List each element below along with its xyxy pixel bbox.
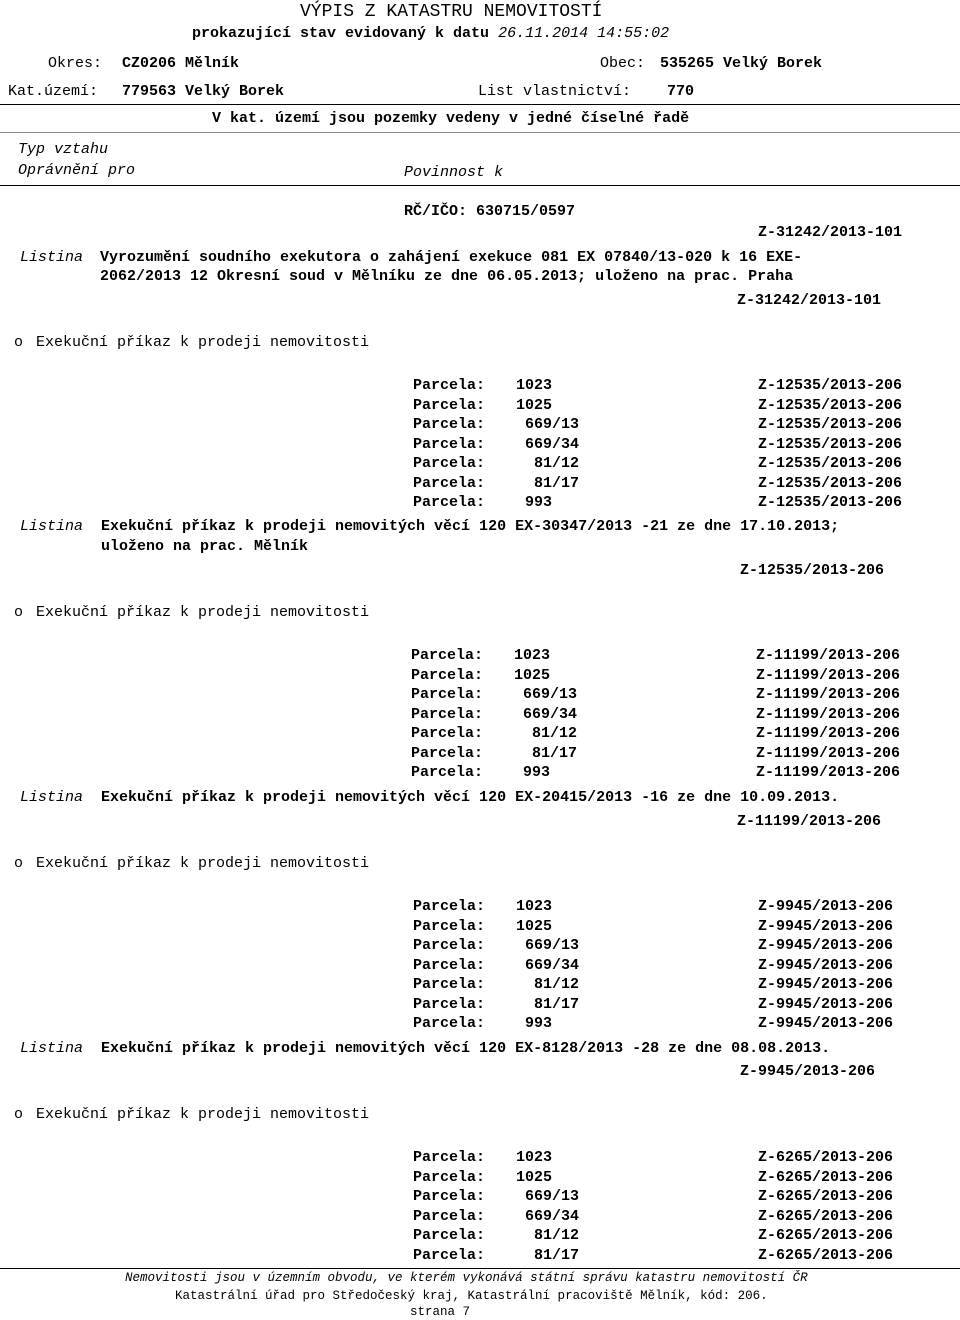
listina-label: Listina: [20, 1040, 84, 1057]
footer-line1: Nemovitosti jsou v územním obvodu, ve kterém vykonává státní správu katastru nemovitostí ČR: [125, 1271, 808, 1285]
listina-ref: Z-9945/2013-206: [740, 1063, 876, 1080]
parcel-label: Parcela:: [413, 474, 486, 492]
parcel-label: Parcela:: [411, 764, 484, 781]
section-heading: Exekuční příkaz k prodeji nemovitosti: [36, 604, 370, 621]
rc-ico: RČ/IČO: 630715/0597: [404, 203, 576, 220]
parcel-ref: Z-9945/2013-206: [758, 898, 894, 915]
parcel-ref: Z-11199/2013-206: [756, 764, 901, 781]
parcel-ref: Z-12535/2013-206: [758, 396, 903, 414]
parcel-ref: Z-9945/2013-206: [758, 937, 894, 954]
parcel-ref: Z-12535/2013-206: [758, 455, 903, 472]
prev-listina-line2: 2062/2013 12 Okresní soud v Mělníku ze dne 06.05.2013; uloženo na prac. Praha: [100, 268, 794, 285]
okres-label: Okres:: [48, 55, 103, 72]
parcel-label: Parcela:: [413, 1246, 486, 1264]
col-opravneni-pro: Oprávnění pro: [18, 162, 136, 179]
parcel-number: 1025: [516, 917, 553, 935]
parcel-number: 1023: [516, 377, 553, 394]
section-bullet: o: [14, 604, 24, 621]
parcel-label: Parcela:: [411, 686, 484, 703]
parcel-label: Parcela:: [413, 1188, 486, 1205]
obec-value: 535265 Velký Borek: [660, 55, 823, 72]
parcel-label: Parcela:: [413, 976, 486, 993]
parcel-number: 81/12: [516, 1227, 580, 1244]
parcel-label: Parcela:: [413, 956, 486, 974]
footer-rule: [0, 1268, 960, 1269]
parcel-label: Parcela:: [413, 917, 486, 935]
document-title: VÝPIS Z KATASTRU NEMOVITOSTÍ: [300, 2, 603, 22]
parcel-number: 669/13: [514, 686, 578, 703]
parcel-ref: Z-6265/2013-206: [758, 1227, 894, 1244]
okres-value: CZ0206 Mělník: [122, 55, 240, 72]
lv-value: 770: [667, 83, 695, 100]
parcel-number: 1025: [516, 396, 553, 414]
parcel-label: Parcela:: [413, 377, 486, 394]
parcel-number: 669/13: [516, 416, 580, 433]
parcel-number: 81/17: [514, 744, 578, 762]
parcel-number: 81/12: [516, 976, 580, 993]
parcel-ref: Z-11199/2013-206: [756, 705, 901, 723]
parcel-ref: Z-11199/2013-206: [756, 686, 901, 703]
parcel-number: 81/12: [516, 455, 580, 472]
parcel-number: 993: [516, 494, 553, 511]
parcel-label: Parcela:: [413, 396, 486, 414]
katuzemi-value: 779563 Velký Borek: [122, 83, 285, 100]
prev-listina-label: Listina: [20, 249, 84, 266]
parcel-number: 993: [514, 764, 551, 781]
parcel-number: 669/34: [514, 705, 578, 723]
section-heading: Exekuční příkaz k prodeji nemovitosti: [36, 1106, 370, 1123]
footer-line2: Katastrální úřad pro Středočeský kraj, Katastrální pracoviště Mělník, kód: 206.: [175, 1289, 768, 1303]
col-povinnost-k: Povinnost k: [404, 164, 504, 181]
prev-ref-bottom: Z-31242/2013-101: [737, 292, 882, 309]
parcel-ref: Z-9945/2013-206: [758, 995, 894, 1013]
note-rule: [0, 132, 960, 133]
parcel-ref: Z-12535/2013-206: [758, 494, 903, 511]
listina-ref: Z-11199/2013-206: [737, 813, 882, 830]
listina-line1: Exekuční příkaz k prodeji nemovitých věcí 120 EX-20415/2013 -16 ze dne 10.09.2013.: [101, 789, 840, 806]
parcel-label: Parcela:: [413, 494, 486, 511]
parcel-number: 669/13: [516, 937, 580, 954]
lv-label: List vlastnictví:: [478, 83, 632, 100]
parcel-label: Parcela:: [413, 898, 486, 915]
parcel-ref: Z-11199/2013-206: [756, 725, 901, 742]
parcel-ref: Z-12535/2013-206: [758, 416, 903, 433]
katuzemi-label: Kat.území:: [8, 83, 99, 100]
parcel-ref: Z-9945/2013-206: [758, 976, 894, 993]
section-bullet: o: [14, 1106, 24, 1123]
header-rule: [0, 104, 960, 105]
listina-label: Listina: [20, 789, 84, 806]
section-bullet: o: [14, 334, 24, 351]
listina-line1: Exekuční příkaz k prodeji nemovitých věcí 120 EX-8128/2013 -28 ze dne 08.08.2013.: [101, 1040, 831, 1057]
document-subtitle: [192, 25, 669, 43]
parcel-ref: Z-6265/2013-206: [758, 1149, 894, 1166]
parcel-label: Parcela:: [413, 1168, 486, 1186]
parcel-number: 81/17: [516, 995, 580, 1013]
parcel-label: Parcela:: [413, 1227, 486, 1244]
parcel-ref: Z-12535/2013-206: [758, 377, 903, 394]
section-bullet: o: [14, 855, 24, 872]
parcel-number: 669/34: [516, 435, 580, 453]
col-typ-vztahu: Typ vztahu: [18, 141, 109, 158]
parcel-label: Parcela:: [413, 937, 486, 954]
parcel-number: 81/17: [516, 474, 580, 492]
prev-ref-top: Z-31242/2013-101: [758, 224, 903, 241]
subtitle-prefix: prokazující stav evidovaný k datu: [192, 25, 490, 42]
parcel-label: Parcela:: [413, 1149, 486, 1166]
footer-page: strana 7: [410, 1305, 471, 1319]
columns-rule: [0, 185, 960, 186]
parcel-ref: Z-12535/2013-206: [758, 474, 903, 492]
parcel-ref: Z-11199/2013-206: [756, 666, 901, 684]
parcel-ref: Z-9945/2013-206: [758, 1015, 894, 1032]
parcel-ref: Z-9945/2013-206: [758, 956, 894, 974]
parcel-ref: Z-9945/2013-206: [758, 917, 894, 935]
parcel-number: 1023: [516, 898, 553, 915]
parcel-label: Parcela:: [413, 435, 486, 453]
parcel-number: 669/13: [516, 1188, 580, 1205]
parcel-number: 669/34: [516, 956, 580, 974]
parcel-number: 669/34: [516, 1207, 580, 1225]
parcel-number: 993: [516, 1015, 553, 1032]
parcel-ref: Z-11199/2013-206: [756, 744, 901, 762]
parcel-label: Parcela:: [411, 725, 484, 742]
parcel-label: Parcela:: [411, 705, 484, 723]
parcel-label: Parcela:: [413, 1207, 486, 1225]
numbering-note: V kat. území jsou pozemky vedeny v jedné číselné řadě: [212, 110, 690, 127]
parcel-label: Parcela:: [411, 744, 484, 762]
parcel-number: 1025: [516, 1168, 553, 1186]
parcel-number: 1025: [514, 666, 551, 684]
parcel-label: Parcela:: [413, 995, 486, 1013]
parcel-number: 1023: [514, 647, 551, 664]
section-heading: Exekuční příkaz k prodeji nemovitosti: [36, 855, 370, 872]
parcel-label: Parcela:: [411, 647, 484, 664]
parcel-ref: Z-12535/2013-206: [758, 435, 903, 453]
section-heading: Exekuční příkaz k prodeji nemovitosti: [36, 334, 370, 351]
listina-ref: Z-12535/2013-206: [740, 562, 885, 579]
parcel-label: Parcela:: [413, 1015, 486, 1032]
parcel-ref: Z-6265/2013-206: [758, 1207, 894, 1225]
parcel-label: Parcela:: [413, 416, 486, 433]
listina-line1: Exekuční příkaz k prodeji nemovitých věcí 120 EX-30347/2013 -21 ze dne 17.10.2013;: [101, 518, 840, 535]
parcel-label: Parcela:: [413, 455, 486, 472]
parcel-number: 1023: [516, 1149, 553, 1166]
parcel-number: 81/17: [516, 1246, 580, 1264]
parcel-ref: Z-11199/2013-206: [756, 647, 901, 664]
obec-label: Obec:: [600, 55, 646, 72]
listina-label: Listina: [20, 518, 84, 535]
parcel-ref: Z-6265/2013-206: [758, 1246, 894, 1264]
subtitle-date: 26.11.2014 14:55:02: [498, 25, 670, 42]
parcel-ref: Z-6265/2013-206: [758, 1188, 894, 1205]
parcel-label: Parcela:: [411, 666, 484, 684]
parcel-number: 81/12: [514, 725, 578, 742]
parcel-ref: Z-6265/2013-206: [758, 1168, 894, 1186]
listina-line2: uloženo na prac. Mělník: [101, 538, 309, 555]
prev-listina-line1: Vyrozumění soudního exekutora o zahájení exekuce 081 EX 07840/13-020 k 16 EXE-: [100, 249, 803, 266]
